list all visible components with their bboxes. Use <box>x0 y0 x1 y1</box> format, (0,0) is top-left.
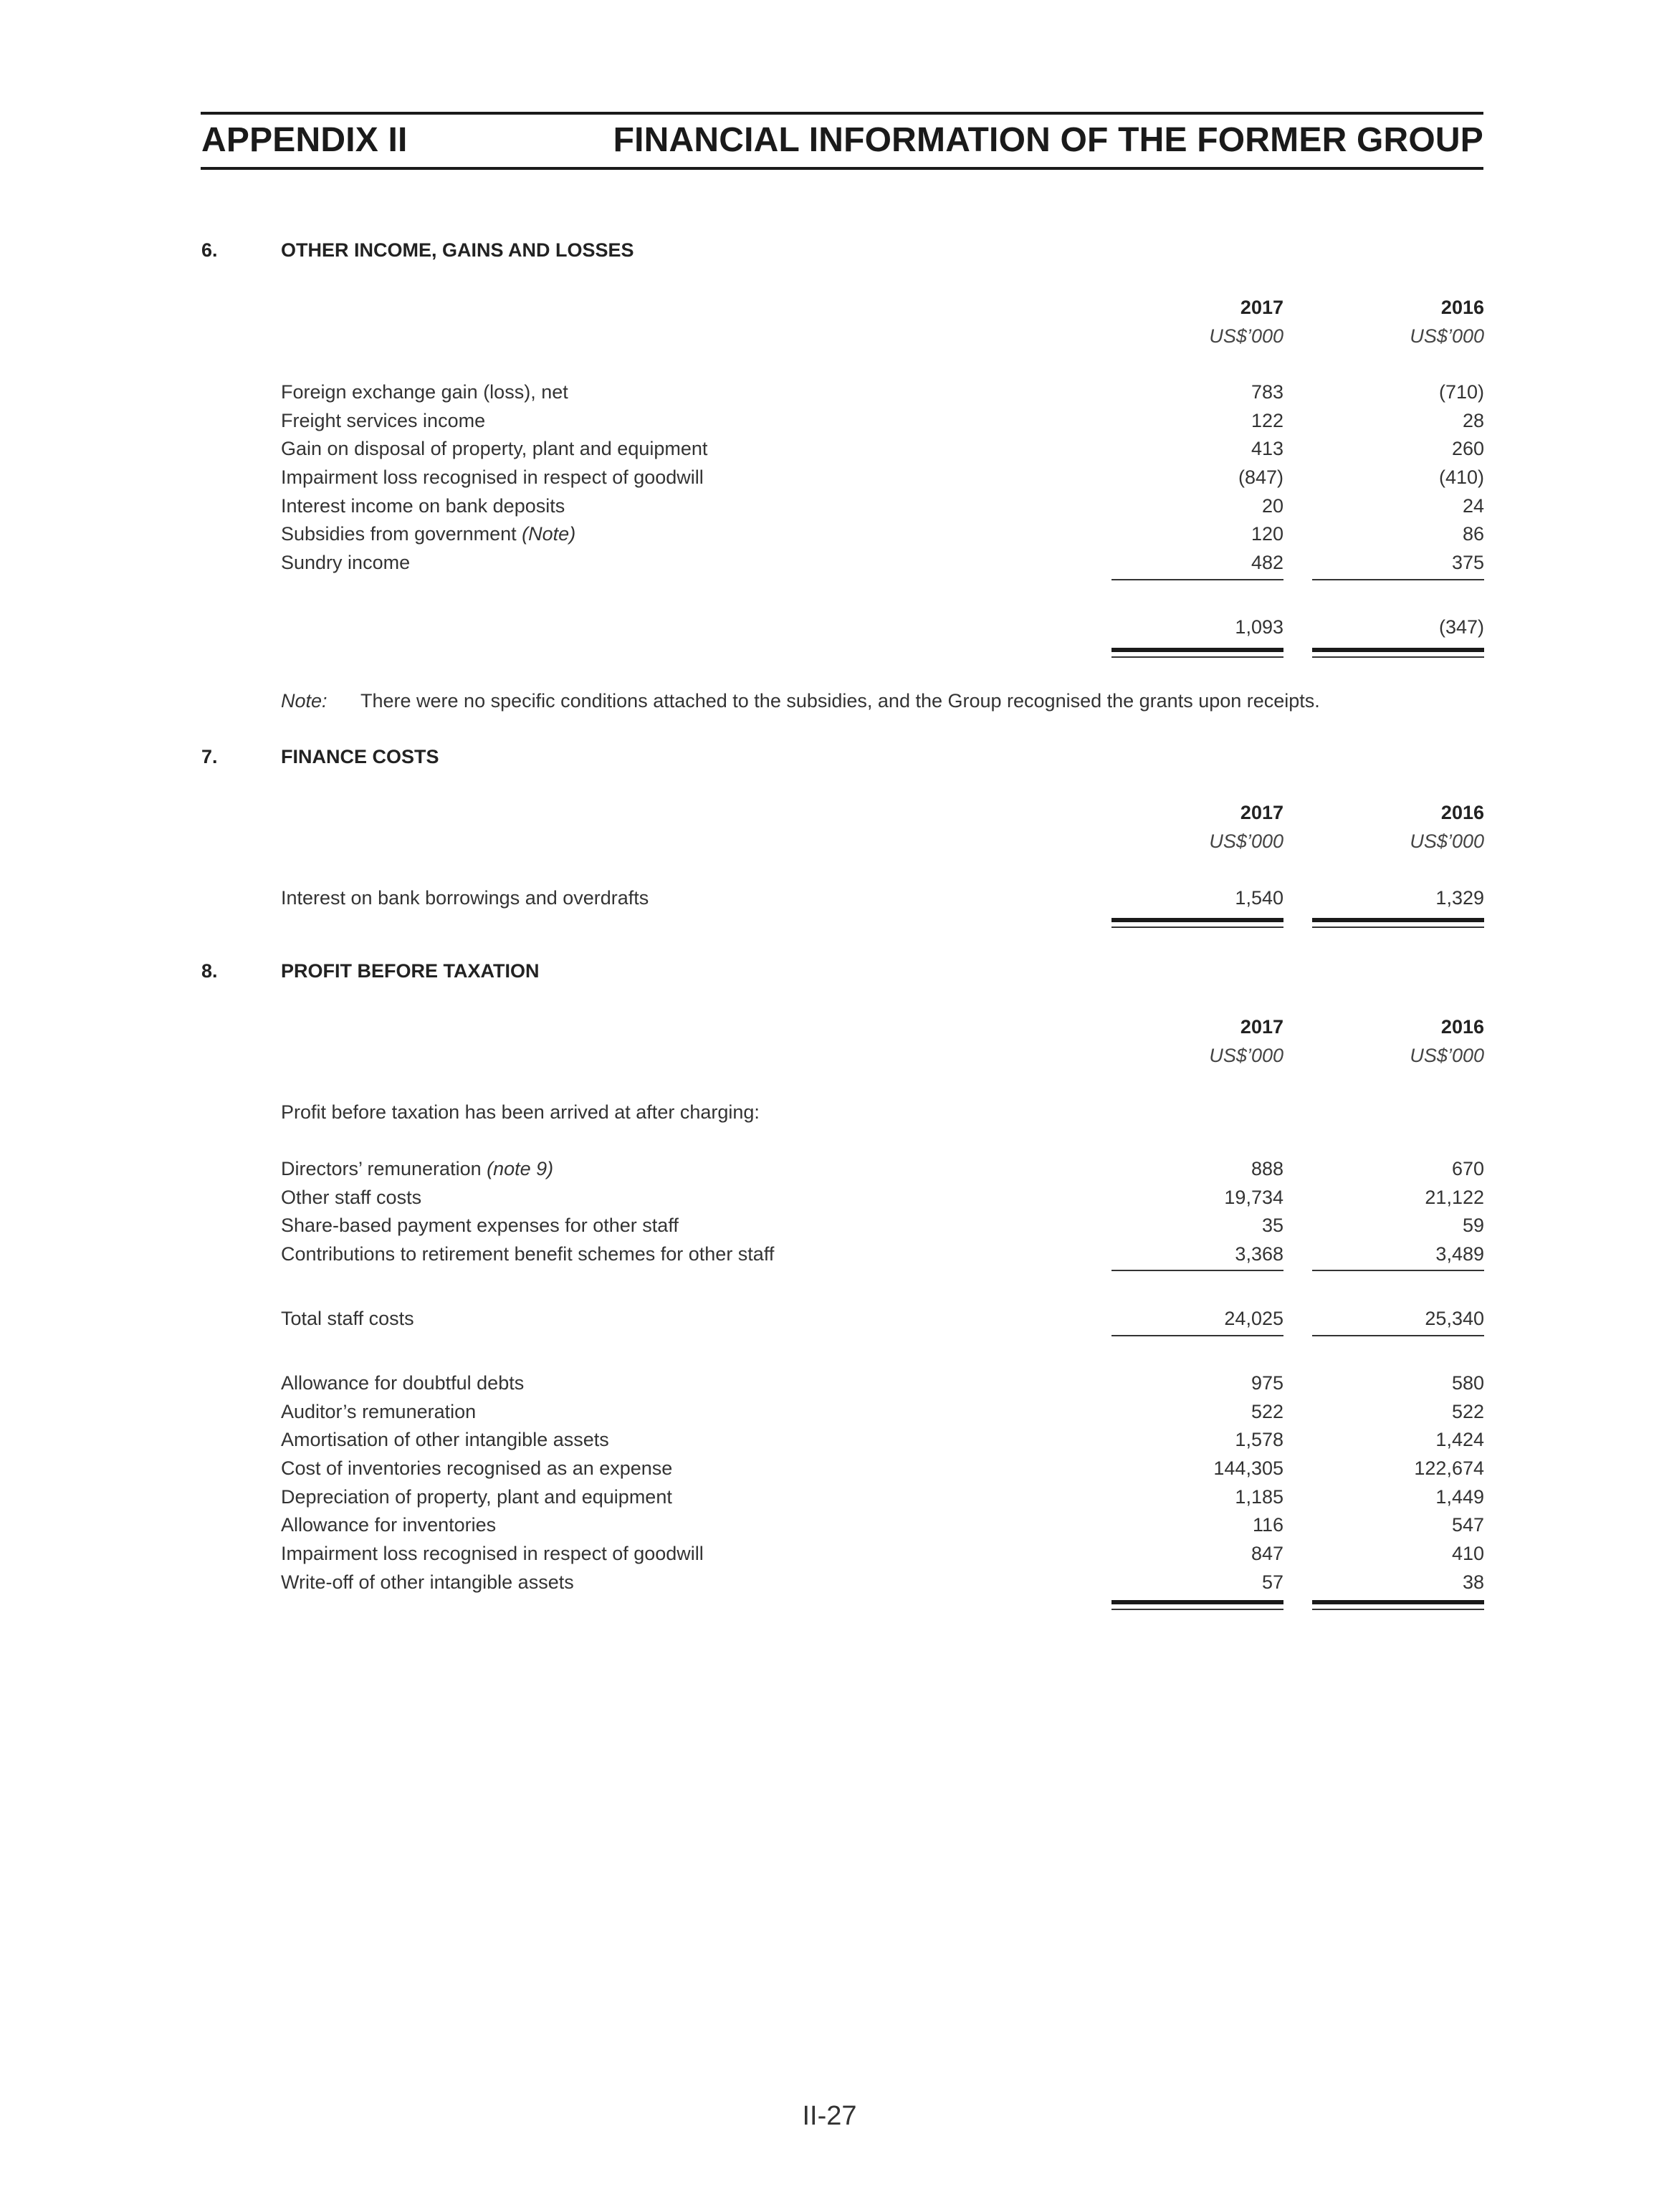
total-2017: 24,025 <box>1224 1308 1283 1329</box>
row-label: Depreciation of property, plant and equipment <box>281 1486 672 1508</box>
table-row <box>281 1157 1499 1185</box>
value-2016: (410) <box>1438 466 1484 488</box>
column-unit-2016: US$’000 <box>1410 830 1484 852</box>
value-2016: (710) <box>1438 381 1484 403</box>
note-text: There were no specific conditions attached to the subsidies, and the Group recognised the grants upon receipts. <box>360 690 1320 712</box>
subtotal-rule <box>1111 579 1283 580</box>
subtotal-rule <box>1312 579 1484 580</box>
table-row <box>281 1371 1499 1399</box>
total-rule <box>1111 1335 1283 1336</box>
double-rule-thin <box>1111 1609 1283 1610</box>
row-label: Amortisation of other intangible assets <box>281 1429 609 1450</box>
column-year-2016: 2016 <box>1440 1016 1484 1038</box>
row-label-note: (Note) <box>522 523 576 545</box>
value-2017: 57 <box>1261 1571 1283 1593</box>
row-label: Share-based payment expenses for other staff <box>281 1215 679 1236</box>
column-year-2017: 2017 <box>1240 297 1283 318</box>
total-rule <box>1312 1335 1484 1336</box>
table-row <box>281 380 1499 408</box>
value-2016: 24 <box>1462 495 1484 517</box>
value-2017: 144,305 <box>1213 1457 1283 1479</box>
value-2017: 413 <box>1251 438 1283 459</box>
value-2017: 116 <box>1252 1514 1283 1536</box>
table-row <box>281 1456 1499 1485</box>
value-2016: 670 <box>1451 1158 1484 1179</box>
row-label-note: (note 9) <box>487 1158 554 1179</box>
row-label-text: Directors’ remuneration <box>281 1158 482 1179</box>
row-label: Impairment loss recognised in respect of goodwill <box>281 466 704 488</box>
value-2017: 847 <box>1251 1543 1283 1564</box>
value-2017: 19,734 <box>1224 1187 1283 1208</box>
column-unit-2017: US$’000 <box>1209 1045 1283 1066</box>
value-2017: 888 <box>1251 1158 1283 1179</box>
row-label: Sundry income <box>281 552 411 573</box>
value-2016: 260 <box>1451 438 1484 459</box>
double-rule-thin <box>1312 927 1484 928</box>
row-label-text: Subsidies from government <box>281 523 517 545</box>
value-2016: 580 <box>1451 1372 1484 1394</box>
value-2017: 975 <box>1251 1372 1283 1394</box>
row-label: Allowance for doubtful debts <box>281 1372 525 1394</box>
value-2016: 59 <box>1462 1215 1484 1236</box>
row-label: Gain on disposal of property, plant and equipment <box>281 438 708 459</box>
section-number: 8. <box>201 960 218 982</box>
value-2016: 1,329 <box>1435 887 1484 909</box>
row-label: Total staff costs <box>281 1308 414 1329</box>
column-unit-2016: US$’000 <box>1410 1045 1484 1066</box>
double-rule-thin <box>1111 927 1283 928</box>
value-2017: 522 <box>1251 1401 1283 1422</box>
page-title: FINANCIAL INFORMATION OF THE FORMER GROUP <box>613 121 1483 159</box>
value-2016: 1,424 <box>1435 1429 1484 1450</box>
column-year-2016: 2016 <box>1440 802 1484 823</box>
value-2017: 1,578 <box>1235 1429 1283 1450</box>
row-label: Allowance for inventories <box>281 1514 497 1536</box>
value-2016: 522 <box>1451 1401 1484 1422</box>
section-title: PROFIT BEFORE TAXATION <box>281 960 540 982</box>
table-row <box>281 886 1499 914</box>
table-row <box>281 465 1499 494</box>
value-2016: 122,674 <box>1414 1457 1484 1479</box>
value-2016: 3,489 <box>1435 1243 1484 1265</box>
double-rule-thin <box>1312 656 1484 658</box>
total-2017: 1,093 <box>1235 616 1283 638</box>
row-label: Impairment loss recognised in respect of goodwill <box>281 1543 704 1564</box>
total-2016: 25,340 <box>1425 1308 1484 1329</box>
appendix-title: APPENDIX II <box>201 121 408 159</box>
column-unit-2017: US$’000 <box>1209 325 1283 347</box>
value-2016: 410 <box>1451 1543 1484 1564</box>
value-2016: 21,122 <box>1425 1187 1484 1208</box>
note-label: Note: <box>281 690 328 712</box>
header-bottom-rule <box>201 167 1483 170</box>
table-row <box>281 1570 1499 1599</box>
double-rule-thin <box>1312 1609 1484 1610</box>
value-2017: 3,368 <box>1235 1243 1283 1265</box>
row-label: Other staff costs <box>281 1187 422 1208</box>
double-rule-thick <box>1312 918 1484 922</box>
double-rule-thick <box>1312 1600 1484 1604</box>
value-2017: 35 <box>1261 1215 1283 1236</box>
value-2016: 1,449 <box>1435 1486 1484 1508</box>
table-row <box>281 522 1499 550</box>
table-row <box>281 550 1499 579</box>
section-title: FINANCE COSTS <box>281 746 439 767</box>
table-row <box>281 1427 1499 1456</box>
value-2016: 86 <box>1462 523 1484 545</box>
value-2017: 120 <box>1251 523 1283 545</box>
section-number: 7. <box>201 746 218 767</box>
total-row <box>281 615 1499 643</box>
value-2016: 547 <box>1451 1514 1484 1536</box>
table-row <box>281 1485 1499 1513</box>
value-2017: 20 <box>1261 495 1283 517</box>
value-2017: (847) <box>1238 466 1283 488</box>
column-year-2017: 2017 <box>1240 1016 1283 1038</box>
row-label: Foreign exchange gain (loss), net <box>281 381 568 403</box>
table-row <box>281 408 1499 437</box>
section-number: 6. <box>201 239 218 261</box>
table-row <box>281 1213 1499 1242</box>
subtotal-rule <box>1111 1270 1283 1271</box>
double-rule-thick <box>1111 1600 1283 1604</box>
double-rule-thin <box>1111 656 1283 658</box>
double-rule-thick <box>1111 648 1283 652</box>
value-2017: 482 <box>1251 552 1283 573</box>
row-label: Cost of inventories recognised as an expense <box>281 1457 673 1479</box>
table-row <box>281 494 1499 522</box>
row-label: Write-off of other intangible assets <box>281 1571 574 1593</box>
row-label: Auditor’s remuneration <box>281 1401 477 1422</box>
value-2017: 783 <box>1251 381 1283 403</box>
row-label: Interest income on bank deposits <box>281 495 565 517</box>
row-label <box>281 1157 553 1181</box>
table-row <box>281 436 1499 465</box>
column-unit-2016: US$’000 <box>1410 325 1484 347</box>
table-row <box>281 1242 1499 1270</box>
section-title: OTHER INCOME, GAINS AND LOSSES <box>281 239 634 261</box>
value-2017: 122 <box>1251 410 1283 431</box>
value-2016: 375 <box>1451 552 1484 573</box>
page-number: II-27 <box>802 2101 857 2131</box>
row-label: Freight services income <box>281 410 486 431</box>
table-row <box>281 1185 1499 1214</box>
total-row <box>281 1306 1499 1335</box>
column-unit-2017: US$’000 <box>1209 830 1283 852</box>
column-year-2017: 2017 <box>1240 802 1283 823</box>
table-row <box>281 1513 1499 1541</box>
header-top-rule <box>201 112 1483 115</box>
row-label: Contributions to retirement benefit schemes for other staff <box>281 1243 775 1265</box>
table-row <box>281 1399 1499 1428</box>
total-2016: (347) <box>1438 616 1484 638</box>
value-2017: 1,540 <box>1235 887 1283 909</box>
row-label <box>281 522 575 546</box>
double-rule-thick <box>1111 918 1283 922</box>
table-row <box>281 1541 1499 1570</box>
subtotal-rule <box>1312 1270 1484 1271</box>
value-2017: 1,185 <box>1235 1486 1283 1508</box>
section-intro: Profit before taxation has been arrived at after charging: <box>281 1101 760 1123</box>
column-year-2016: 2016 <box>1440 297 1484 318</box>
value-2016: 38 <box>1462 1571 1484 1593</box>
double-rule-thick <box>1312 648 1484 652</box>
row-label: Interest on bank borrowings and overdrafts <box>281 887 649 909</box>
value-2016: 28 <box>1462 410 1484 431</box>
